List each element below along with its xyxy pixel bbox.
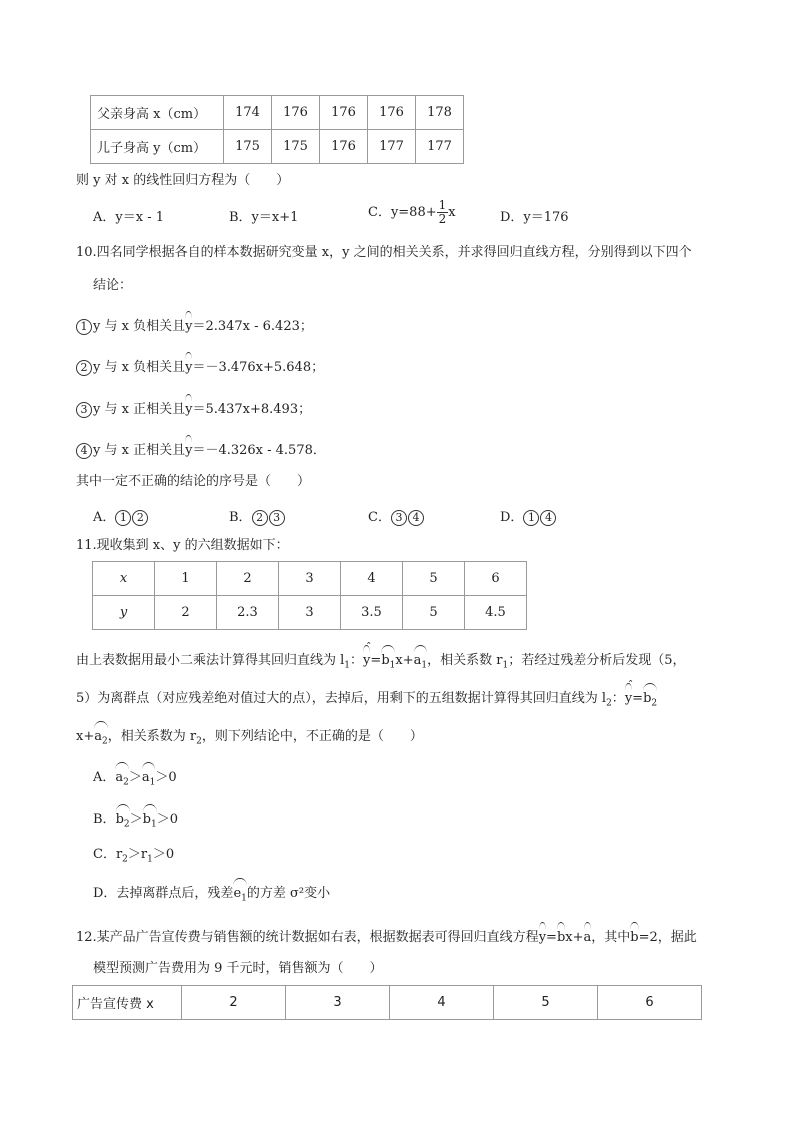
q10-conclusion-4 xyxy=(76,435,326,461)
q11-option-a xyxy=(93,762,177,793)
table-row xyxy=(73,986,702,1020)
q10-conclusion-2 xyxy=(76,352,324,378)
table-cell: 178 xyxy=(416,96,464,130)
q11-paragraph-line3 xyxy=(76,721,423,752)
table-row xyxy=(91,130,464,164)
table-cell: 5 xyxy=(403,562,465,596)
q10-stem-line2: 结论： xyxy=(93,278,133,293)
text: ＞0 xyxy=(152,847,175,862)
hat-letter: y xyxy=(624,691,633,706)
table-cell: 4 xyxy=(390,986,494,1020)
conclusion-text: y 与 x 负相关且 xyxy=(93,360,186,375)
circled-number: 2 xyxy=(132,510,148,526)
subscript: 2 xyxy=(102,736,108,747)
q10-option-b xyxy=(229,506,286,526)
a2-hat xyxy=(115,762,129,793)
b-hat xyxy=(630,922,638,948)
subscript: 2 xyxy=(606,698,612,709)
caret-icon: ˆ xyxy=(366,641,372,654)
table-cell: 3 xyxy=(286,986,390,1020)
hat-letter: y xyxy=(538,930,547,945)
table-cell: 174 xyxy=(224,96,272,130)
table-cell: 3.5 xyxy=(341,596,403,630)
circled-number: 4 xyxy=(540,510,556,526)
text: ＞0 xyxy=(155,770,177,785)
circled-number: 4 xyxy=(76,443,92,459)
text: ： xyxy=(611,691,625,706)
q9-option-b: B．y＝x+1 xyxy=(229,210,299,225)
caret-icon: ˆ xyxy=(627,679,634,692)
row-label: 儿子身高 y（cm） xyxy=(91,130,224,164)
b1-hat xyxy=(381,645,395,676)
row-label: x xyxy=(93,562,155,596)
hat-letter: b xyxy=(630,930,639,945)
table-cell: 176 xyxy=(320,130,368,164)
conclusion-equation: ＝5.437x+8.493； xyxy=(192,402,312,417)
text: x+ xyxy=(395,653,414,668)
conclusion-equation: ＝－4.326x - 4.578． xyxy=(192,443,326,458)
y-hat: y xyxy=(185,352,192,378)
hat-letter: a xyxy=(141,770,150,785)
subscript: 2 xyxy=(651,698,658,709)
hat-letter: b xyxy=(381,653,390,668)
table-cell: 175 xyxy=(272,130,320,164)
circled-number: 3 xyxy=(391,510,407,526)
option-c-prefix: C．y=88+ xyxy=(368,205,437,220)
conclusion-equation: ＝－3.476x+5.648； xyxy=(192,360,325,375)
subscript: 1 xyxy=(147,854,153,865)
text: x+ xyxy=(565,930,584,945)
q10-conclusion-1 xyxy=(76,311,313,337)
table-cell: 4 xyxy=(341,562,403,596)
option-label: C．r xyxy=(93,847,123,862)
y-hat xyxy=(624,679,634,709)
option-c-suffix: x xyxy=(448,205,456,220)
circled-number: 3 xyxy=(76,402,92,418)
subscript: 2 xyxy=(123,819,130,830)
text: ；若经过残差分析后发现（5， xyxy=(508,653,686,668)
q11-option-d xyxy=(93,878,330,909)
y-hat: y xyxy=(185,435,192,461)
y-hat xyxy=(363,641,372,671)
q12-stem-line2: 模型预测广告费用为 9 千元时，销售额为（ ） xyxy=(93,961,383,976)
option-label: C． xyxy=(368,510,391,525)
subscript: 1 xyxy=(389,660,396,671)
q11-option-c xyxy=(93,845,174,870)
text: ＞0 xyxy=(156,812,178,827)
b1-hat xyxy=(143,804,157,835)
row-label: 广告宣传费 x xyxy=(73,986,182,1020)
option-label: B． xyxy=(229,510,252,525)
table-cell: 3 xyxy=(279,562,341,596)
table-cell: 177 xyxy=(416,130,464,164)
q11-option-b xyxy=(93,804,178,835)
table-cell: 5 xyxy=(494,986,598,1020)
b2-hat xyxy=(116,804,130,835)
hat-letter: a xyxy=(413,653,422,668)
y-hat xyxy=(539,922,546,948)
table-cell: 176 xyxy=(320,96,368,130)
circled-number: 2 xyxy=(252,510,268,526)
conclusion-text: y 与 x 负相关且 xyxy=(93,319,186,334)
row-label: 父亲身高 x（cm） xyxy=(91,96,224,130)
circled-number: 3 xyxy=(269,510,285,526)
text: ，相关系数为 r xyxy=(107,729,197,744)
table-row xyxy=(93,596,527,630)
a1-hat xyxy=(142,762,156,793)
text: ＞ xyxy=(129,812,143,827)
circled-number: 1 xyxy=(115,510,131,526)
text: x+ xyxy=(76,729,95,744)
table-cell: 4.5 xyxy=(465,596,527,630)
q9-option-a: A．y＝x - 1 xyxy=(93,210,164,225)
fraction-numerator: 1 xyxy=(438,198,447,212)
e1-hat xyxy=(233,878,246,909)
q11-paragraph-line2 xyxy=(76,679,658,714)
table-row xyxy=(91,96,464,130)
table-cell: 1 xyxy=(155,562,217,596)
text: = xyxy=(632,691,644,706)
text: ，相关系数 r xyxy=(427,653,503,668)
subscript: 1 xyxy=(344,660,351,671)
conclusion-text: y 与 x 正相关且 xyxy=(93,402,186,417)
circled-number: 1 xyxy=(76,319,92,335)
subscript: 1 xyxy=(502,660,509,671)
table-cell: 5 xyxy=(403,596,465,630)
circled-number: 2 xyxy=(76,360,92,376)
q10-option-d xyxy=(500,506,557,526)
q11-paragraph-line1 xyxy=(76,641,686,676)
fraction-denominator: 2 xyxy=(438,212,447,226)
option-label: A． xyxy=(93,510,116,525)
table-cell: 3 xyxy=(279,596,341,630)
subscript: 1 xyxy=(241,893,247,904)
table-cell: 177 xyxy=(368,130,416,164)
text: ＞ xyxy=(128,770,142,785)
hat-letter: b xyxy=(115,812,124,827)
q9-option-d: D．y＝176 xyxy=(500,210,569,225)
table-cell: 2.3 xyxy=(217,596,279,630)
height-table xyxy=(90,95,464,164)
q11-data-table xyxy=(92,561,527,630)
hat-letter: b xyxy=(556,930,566,945)
q9-stem: 则 y 对 x 的线性回归方程为（ ） xyxy=(76,173,290,188)
table-cell: 2 xyxy=(182,986,286,1020)
q12-ad-table xyxy=(72,985,702,1020)
text: = xyxy=(370,653,382,668)
row-label: y xyxy=(93,596,155,630)
subscript: 1 xyxy=(421,660,428,671)
fraction xyxy=(437,199,449,226)
subscript: 2 xyxy=(122,854,128,865)
hat-letter: e xyxy=(233,886,242,901)
q9-option-c xyxy=(368,199,456,226)
conclusion-equation: ＝2.347x - 6.423； xyxy=(192,319,313,334)
subscript: 1 xyxy=(149,777,156,788)
option-label: D． xyxy=(500,510,524,525)
option-label: B． xyxy=(93,812,116,827)
q10-option-c xyxy=(368,506,425,526)
q10-question: 其中一定不正确的结论的序号是（ ） xyxy=(76,474,311,489)
text: ： xyxy=(350,653,364,668)
table-row xyxy=(93,562,527,596)
b2-hat xyxy=(643,683,657,714)
option-label: A． xyxy=(93,770,116,785)
b-hat xyxy=(557,922,565,948)
text: ，其中 xyxy=(591,930,631,945)
hat-letter: a xyxy=(115,770,124,785)
subscript: 1 xyxy=(150,819,157,830)
table-cell: 6 xyxy=(465,562,527,596)
subscript: 2 xyxy=(123,777,129,788)
table-cell: 6 xyxy=(598,986,702,1020)
text: 的方差 σ²变小 xyxy=(246,886,331,901)
q10-stem-line1: 10.四名同学根据各自的样本数据研究变量 x，y 之间的相关关系，并求得回归直线方程，分别得到以下四个 xyxy=(76,245,692,260)
a1-hat xyxy=(414,645,428,676)
hat-letter: y xyxy=(363,653,371,668)
table-cell: 176 xyxy=(272,96,320,130)
circled-number: 1 xyxy=(523,510,539,526)
q11-stem: 11.现收集到 x、y 的六组数据如下： xyxy=(76,538,289,553)
q10-option-a xyxy=(93,506,149,526)
table-cell: 176 xyxy=(368,96,416,130)
hat-letter: a xyxy=(94,729,102,744)
q12-stem-line1 xyxy=(76,922,697,948)
y-hat: y xyxy=(185,311,192,337)
a-hat xyxy=(584,922,592,948)
hat-letter: b xyxy=(142,812,151,827)
table-cell: 2 xyxy=(155,596,217,630)
text: 由上表数据用最小二乘法计算得其回归直线为 l xyxy=(76,653,345,668)
circled-number: 4 xyxy=(408,510,424,526)
text: = xyxy=(546,930,557,945)
subscript: 2 xyxy=(196,736,202,747)
text: 12.某产品广告宣传费与销售额的统计数据如右表，根据数据表可得回归直线方程 xyxy=(76,930,539,945)
text: ＞r xyxy=(127,847,148,862)
y-hat: y xyxy=(185,394,192,420)
hat-letter: b xyxy=(643,691,652,706)
table-cell: 175 xyxy=(224,130,272,164)
text: ，则下列结论中，不正确的是（ ） xyxy=(201,729,423,744)
q10-conclusion-3 xyxy=(76,394,311,420)
conclusion-text: y 与 x 正相关且 xyxy=(93,443,186,458)
text: 5）为离群点（对应残差绝对值过大的点），去掉后，用剩下的五组数据计算得其回归直线为 l xyxy=(76,691,607,706)
text: =2，据此 xyxy=(638,930,697,945)
option-label: D．去掉离群点后，残差 xyxy=(93,886,234,901)
a2-hat xyxy=(94,721,108,752)
hat-letter: a xyxy=(583,930,592,945)
table-cell: 2 xyxy=(217,562,279,596)
